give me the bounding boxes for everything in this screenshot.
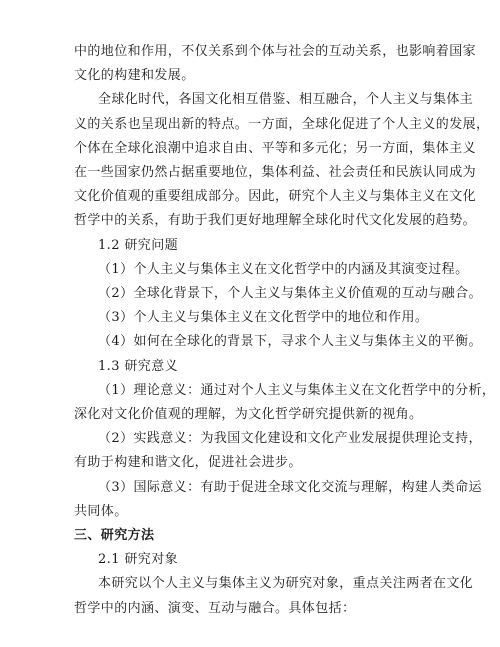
text-line: 在一些国家仍然占据重要地位，集体利益、社会责任和民族认同成为 <box>74 165 477 180</box>
section-heading: 1.2 研究问题 <box>98 238 179 253</box>
section-heading: 三、研究方法 <box>74 528 155 543</box>
list-item: （3）国际意义：有助于促进全球文化交流与理解，构建人类命运 <box>98 480 482 495</box>
text-line: 哲学中的内涵、演变、互动与融合。具体包括： <box>74 601 356 616</box>
text-line: 有助于构建和谐文化，促进社会进步。 <box>74 455 302 470</box>
text-line: 个体在全球化浪潮中追求自由、平等和多元化；另一方面，集体主义 <box>74 141 477 156</box>
section-heading: 1.3 研究意义 <box>98 359 179 374</box>
text-line: 哲学中的关系，有助于我们更好地理解全球化时代文化发展的趋势。 <box>74 213 477 228</box>
section-heading: 2.1 研究对象 <box>98 552 179 567</box>
text-line: 共同体。 <box>74 504 128 519</box>
text-line: 全球化时代，各国文化相互借鉴、相互融合，个人主义与集体主 <box>98 92 474 107</box>
text-line: 本研究以个人主义与集体主义为研究对象，重点关注两者在文化 <box>98 576 474 591</box>
text-line: 义的关系也呈现出新的特点。一方面，全球化促进了个人主义的发展， <box>74 117 490 132</box>
text-line: 深化对文化价值观的理解，为文化哲学研究提供新的视角。 <box>74 407 423 422</box>
list-item: （2）全球化背景下，个人主义与集体主义价值观的互动与融合。 <box>98 286 482 301</box>
list-item: （1）理论意义：通过对个人主义与集体主义在文化哲学中的分析， <box>98 383 496 398</box>
list-item: （3）个人主义与集体主义在文化哲学中的地位和作用。 <box>98 310 429 325</box>
list-item: （4）如何在全球化的背景下，寻求个人主义与集体主义的平衡。 <box>98 334 482 349</box>
text-line: 文化价值观的重要组成部分。因此，研究个人主义与集体主义在文化 <box>74 189 477 204</box>
list-item: （1）个人主义与集体主义在文化哲学中的内涵及其演变过程。 <box>98 262 469 277</box>
text-line: 文化的构建和发展。 <box>74 68 195 83</box>
text-line: 中的地位和作用，不仅关系到个体与社会的互动关系，也影响着国家 <box>74 44 477 59</box>
list-item: （2）实践意义：为我国文化建设和文化产业发展提供理论支持， <box>98 431 482 446</box>
